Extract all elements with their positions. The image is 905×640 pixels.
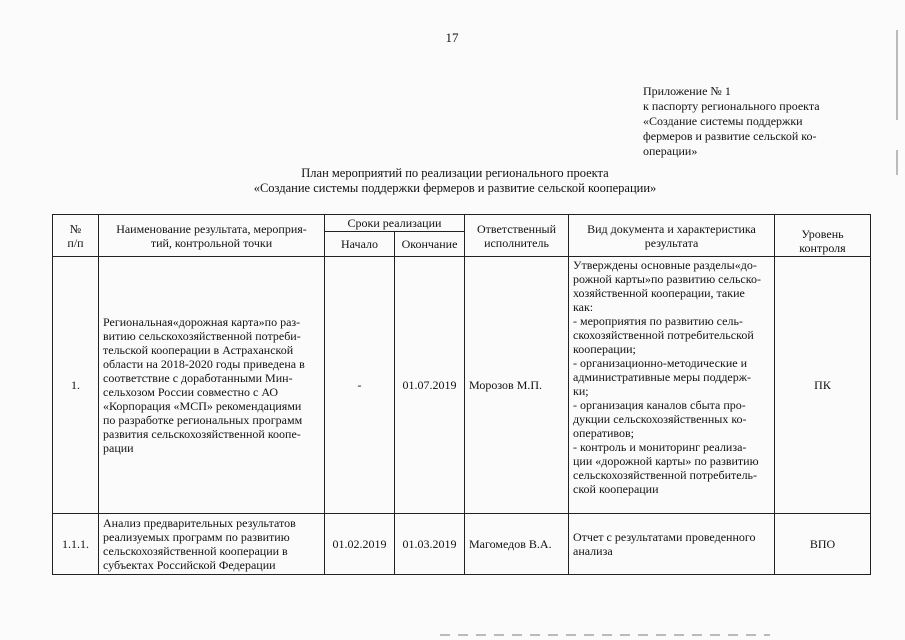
row-doc-line: ской кооперации: [573, 482, 659, 496]
row-doc-line: ции «дорожной карты» по развитию: [573, 454, 759, 468]
row-name-line: сельскохозяйственной кооперации в: [103, 544, 288, 558]
header-name: Наименование результата, мероприя- тий, контрольной точки: [99, 215, 325, 257]
row-doc: [569, 257, 775, 514]
row-doc-line: - организационно-методические и: [573, 356, 748, 370]
row-doc-line: - организация каналов сбыта про-: [573, 398, 746, 412]
appendix-line: фермеров и развитие сельской ко-: [643, 129, 817, 143]
row-doc-line: - контроль и мониторинг реализа-: [573, 440, 747, 454]
scan-edge-mark: [896, 150, 898, 175]
row-name: [99, 514, 325, 575]
plan-table: [52, 214, 871, 575]
row-doc-line: рожной карты»по развитию сельско-: [573, 272, 761, 286]
row-name-line: тельской кооперации в Астраханской: [103, 343, 294, 357]
row-name: [99, 257, 325, 514]
row-level: ПК: [775, 257, 871, 514]
row-doc-line: анализа: [573, 544, 613, 558]
appendix-line: операции»: [643, 144, 698, 158]
row-num: 1.: [53, 257, 99, 514]
plan-title: [150, 166, 760, 196]
header-terms: Сроки реализации: [325, 215, 465, 232]
scan-artifact: [440, 634, 770, 636]
row-name-line: области на 2018-2020 годы приведена в: [103, 357, 305, 371]
header-responsible: Ответственный исполнитель: [465, 215, 569, 257]
row-doc-line: - мероприятия по развитию сель-: [573, 314, 743, 328]
row-name-line: субъектах Российской Федерации: [103, 558, 276, 572]
row-responsible: Магомедов В.А.: [465, 514, 569, 575]
row-doc-line: оперативов;: [573, 426, 635, 440]
table-row: [53, 257, 871, 514]
row-responsible: Морозов М.П.: [465, 257, 569, 514]
row-level: ВПО: [775, 514, 871, 575]
header-doc: Вид документа и характеристика результата: [569, 215, 775, 257]
row-doc-line: как:: [573, 300, 594, 314]
row-name-line: «Корпорация «МСП» рекомендациями: [103, 399, 302, 413]
page-number: 17: [445, 30, 459, 45]
row-name-line: по разработке региональных программ: [103, 413, 303, 427]
header-end: Окончание: [395, 232, 465, 257]
appendix-line: к паспорту регионального проекта: [643, 99, 820, 113]
appendix-block: [643, 84, 858, 159]
row-name-line: витию сельскохозяйственной потреби-: [103, 329, 301, 343]
header-level: Уровень контроля: [775, 215, 871, 257]
row-start: 01.02.2019: [325, 514, 395, 575]
row-doc-line: сельскохозяйственной потребитель-: [573, 468, 758, 482]
row-name-line: рации: [103, 441, 134, 455]
header-start: Начало: [325, 232, 395, 257]
row-doc-line: скохозяйственной потребительской: [573, 328, 754, 342]
table-row: [53, 514, 871, 575]
row-name-line: Региональная«дорожная карта»по раз-: [103, 315, 301, 329]
row-doc: [569, 514, 775, 575]
scan-edge-mark: [896, 30, 898, 120]
row-doc-line: дукции сельскохозяйственных ко-: [573, 412, 747, 426]
row-doc-line: административные меры поддерж-: [573, 370, 752, 384]
row-end: 01.03.2019: [395, 514, 465, 575]
row-name-line: соответствие с доработанными Мин-: [103, 371, 293, 385]
appendix-line: Приложение № 1: [643, 84, 731, 98]
row-doc-line: Утверждены основные разделы«до-: [573, 258, 757, 272]
row-doc-line: ки;: [573, 384, 589, 398]
plan-title-line: «Создание системы поддержки фермеров и развитие сельской кооперации»: [253, 181, 657, 195]
row-num: 1.1.1.: [53, 514, 99, 575]
row-doc-line: Отчет с результатами проведенного: [573, 530, 756, 544]
row-name-line: сельхозом России совместно с АО: [103, 385, 279, 399]
row-start: -: [325, 257, 395, 514]
header-num: № п/п: [53, 215, 99, 257]
row-doc-line: хозяйственной кооперации, такие: [573, 286, 745, 300]
plan-title-line: План мероприятий по реализации регионального проекта: [301, 166, 609, 180]
row-doc-line: кооперации;: [573, 342, 636, 356]
appendix-line: «Создание системы поддержки: [643, 114, 803, 128]
row-name-line: развития сельскохозяйственной коопе-: [103, 427, 301, 441]
row-name-line: реализуемых программ по развитию: [103, 530, 290, 544]
row-end: 01.07.2019: [395, 257, 465, 514]
row-name-line: Анализ предварительных результатов: [103, 516, 296, 530]
